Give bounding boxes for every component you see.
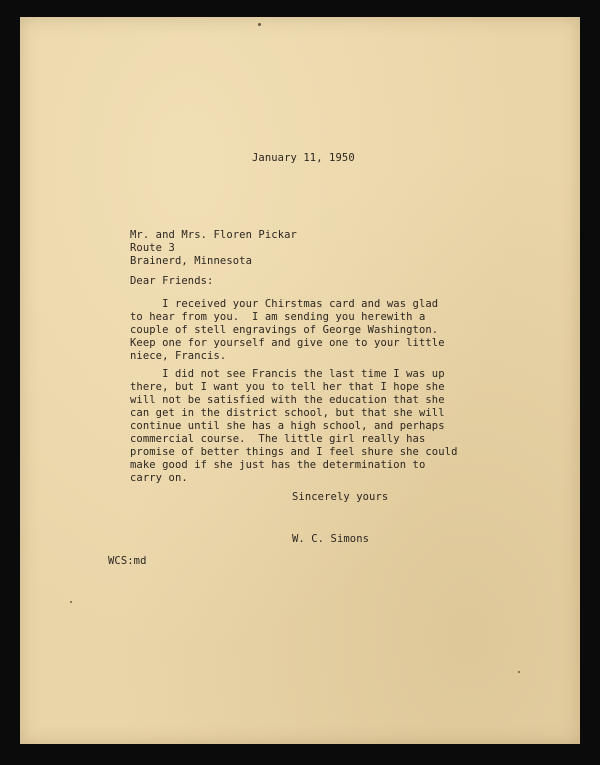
- paragraph-2-line: promise of better things and I feel shure she could: [130, 446, 458, 458]
- salutation: Dear Friends:: [130, 275, 214, 287]
- paper-speck: [518, 671, 520, 673]
- typist-initials: WCS:md: [108, 555, 147, 567]
- signature-name: W. C. Simons: [292, 533, 370, 545]
- paper-speck: [258, 23, 261, 26]
- paragraph-1-line: niece, Francis.: [130, 350, 227, 362]
- paper-speck: [70, 601, 72, 603]
- paragraph-1-line: Keep one for yourself and give one to your little: [130, 337, 445, 349]
- paragraph-1-line: to hear from you. I am sending you herewith a: [130, 311, 426, 323]
- paragraph-2-line: commercial course. The little girl really has: [130, 433, 426, 445]
- paragraph-1-line: I received your Chirstmas card and was glad: [130, 298, 439, 310]
- closing: Sincerely yours: [292, 491, 389, 503]
- paragraph-2-line: continue until she has a high school, and perhaps: [130, 420, 445, 432]
- letter-page: [20, 17, 580, 744]
- paragraph-2-line: can get in the district school, but that she will: [130, 407, 445, 419]
- paragraph-2-line: make good if she just has the determination to: [130, 459, 426, 471]
- paragraph-2-line: there, but I want you to tell her that I hope she: [130, 381, 445, 393]
- recipient-name: Mr. and Mrs. Floren Pickar: [130, 229, 297, 241]
- paragraph-2-line: will not be satisfied with the education that she: [130, 394, 445, 406]
- paragraph-1-line: couple of stell engravings of George Washington.: [130, 324, 439, 336]
- letter-date: January 11, 1950: [252, 152, 355, 164]
- paragraph-2-line: carry on.: [130, 472, 188, 484]
- recipient-city: Brainerd, Minnesota: [130, 255, 253, 267]
- paragraph-2-line: I did not see Francis the last time I was up: [130, 368, 445, 380]
- recipient-street: Route 3: [130, 242, 175, 254]
